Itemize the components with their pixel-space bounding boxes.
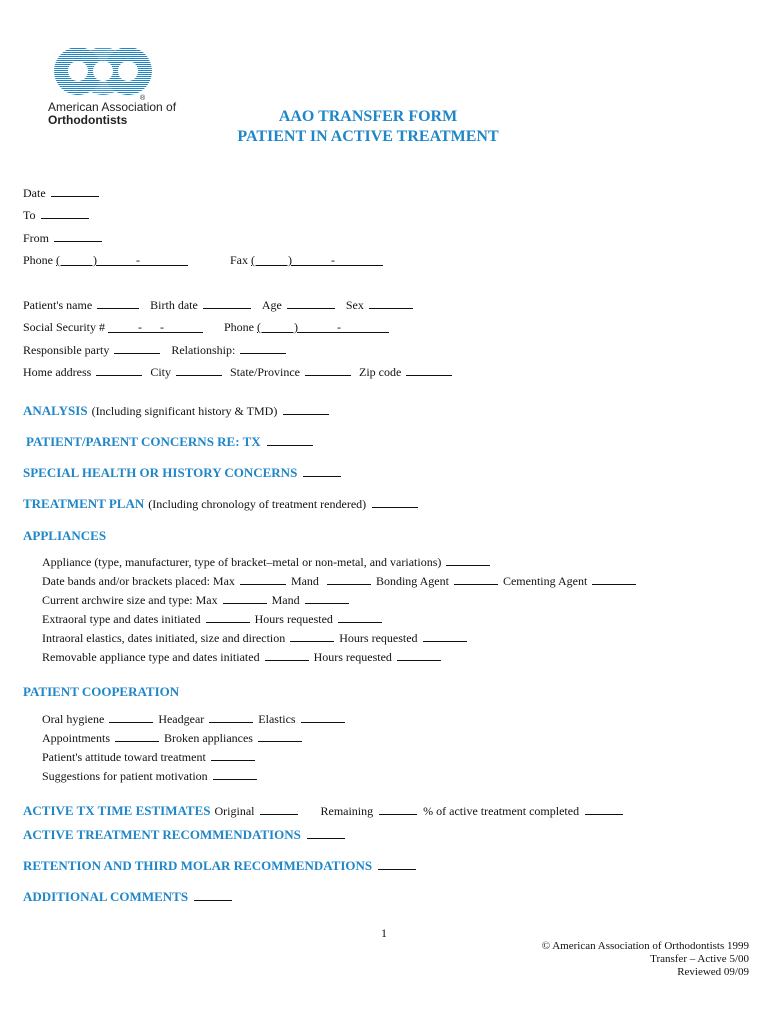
date-blank[interactable] <box>51 186 99 197</box>
appliances-heading: APPLIANCES <box>23 528 107 543</box>
extraoral-blank[interactable] <box>206 612 250 623</box>
from-blank[interactable] <box>54 231 102 242</box>
oral-hygiene-label: Oral hygiene <box>42 712 105 726</box>
concerns-blank[interactable] <box>267 435 313 446</box>
responsible-label: Responsible party <box>23 343 110 357</box>
appliances-section <box>23 527 106 545</box>
patient-name-label: Patient's name <box>23 298 93 312</box>
address-blank[interactable] <box>96 365 142 376</box>
cementing-label: Cementing Agent <box>502 574 588 588</box>
comments-blank[interactable] <box>194 890 232 901</box>
sex-blank[interactable] <box>369 298 413 309</box>
age-label: Age <box>261 298 282 312</box>
logo-line-2: Orthodontists <box>48 113 128 127</box>
removable-blank[interactable] <box>265 650 309 661</box>
ssn-label: Social Security # <box>23 320 105 334</box>
time-section <box>23 802 625 820</box>
page-number: 1 <box>381 926 387 940</box>
hygiene-row <box>42 712 347 726</box>
to-blank[interactable] <box>41 208 89 219</box>
age-blank[interactable] <box>287 298 335 309</box>
attitude-label: Patient's attitude toward treatment <box>42 750 206 764</box>
appointments-label: Appointments <box>42 731 110 745</box>
retention-heading: RETENTION AND THIRD MOLAR RECOMMENDATIONS <box>23 858 373 873</box>
address-label: Home address <box>23 365 92 379</box>
comments-section <box>23 888 234 906</box>
comments-heading: ADDITIONAL COMMENTS <box>23 889 189 904</box>
patient-phone-label: Phone <box>223 320 254 334</box>
from-label: From <box>23 231 50 245</box>
analysis-heading: ANALYSIS <box>23 403 88 418</box>
headgear-blank[interactable] <box>209 712 253 723</box>
registered-mark: ® <box>140 95 146 102</box>
bands-mand-label: Mand <box>290 574 319 588</box>
zip-blank[interactable] <box>406 365 452 376</box>
bands-row <box>42 574 638 588</box>
bands-label: Date bands and/or brackets placed: Max <box>42 574 235 588</box>
date-label: Date <box>23 186 46 200</box>
oral-hygiene-blank[interactable] <box>109 712 153 723</box>
relationship-label: Relationship: <box>171 343 236 357</box>
suggestions-blank[interactable] <box>213 769 257 780</box>
recommendations-heading: ACTIVE TREATMENT RECOMMENDATIONS <box>23 827 301 842</box>
appointments-blank[interactable] <box>115 731 159 742</box>
bands-mand-blank[interactable] <box>327 574 371 585</box>
intraoral-blank[interactable] <box>290 631 334 642</box>
special-section <box>23 464 343 482</box>
responsible-blank[interactable] <box>114 343 160 354</box>
removable-label: Removable appliance type and dates initiated <box>42 650 260 664</box>
intraoral-hours-blank[interactable] <box>423 631 467 642</box>
birth-date-label: Birth date <box>150 298 198 312</box>
elastics-blank[interactable] <box>301 712 345 723</box>
analysis-note: Including significant history & TMD) <box>95 404 278 418</box>
broken-blank[interactable] <box>258 731 302 742</box>
relationship-blank[interactable] <box>240 343 286 354</box>
retention-section <box>23 857 418 875</box>
appliance-type-blank[interactable] <box>446 555 490 566</box>
form-subtitle: PATIENT IN ACTIVE TREATMENT <box>237 128 499 145</box>
archwire-mand-label: Mand <box>271 593 300 607</box>
state-label: State/Province <box>230 365 300 379</box>
plan-note: (Including chronology of treatment rendered) <box>148 497 367 511</box>
patient-name-blank[interactable] <box>97 298 139 309</box>
birth-date-blank[interactable] <box>203 298 251 309</box>
patient-row-4 <box>23 365 454 379</box>
time-heading: ACTIVE TX TIME ESTIMATES <box>23 803 211 818</box>
cooperation-section <box>23 683 179 701</box>
state-blank[interactable] <box>305 365 351 376</box>
removable-row <box>42 650 443 664</box>
sex-label: Sex <box>345 298 364 312</box>
original-label: Original <box>214 804 255 818</box>
extraoral-label: Extraoral type and dates initiated <box>42 612 201 626</box>
fax-field: Fax ( ) - <box>230 253 383 267</box>
archwire-label: Current archwire size and type: Max <box>42 593 218 607</box>
phone-field: Phone ( ) - <box>23 253 188 267</box>
intraoral-row <box>42 631 469 645</box>
broken-label: Broken appliances <box>164 731 253 745</box>
extraoral-hours-label: Hours requested <box>254 612 333 626</box>
reviewed: Reviewed 09/09 <box>677 966 749 978</box>
plan-section <box>23 495 420 513</box>
date-field <box>23 186 101 200</box>
to-label: To <box>23 208 36 222</box>
removable-hours-blank[interactable] <box>397 650 441 661</box>
plan-heading: TREATMENT PLAN <box>23 496 145 511</box>
headgear-label: Headgear <box>158 712 205 726</box>
patient-row-2: Social Security # - - Phone ( ) - <box>23 320 389 334</box>
analysis-section: ANALYSIS (Including significant history & TMD) <box>23 402 331 420</box>
patient-row-1 <box>23 298 415 312</box>
analysis-blank[interactable] <box>283 404 329 415</box>
special-blank[interactable] <box>303 466 341 477</box>
footer <box>542 940 749 979</box>
attitude-row <box>42 750 257 764</box>
cooperation-heading: PATIENT COOPERATION <box>23 684 180 699</box>
retention-blank[interactable] <box>378 859 416 870</box>
to-field <box>23 208 91 222</box>
appliance-type-row <box>42 555 492 569</box>
intraoral-hours-label: Hours requested <box>339 631 418 645</box>
removable-hours-label: Hours requested <box>313 650 392 664</box>
recommendations-section <box>23 826 347 844</box>
completed-label: % of active treatment completed <box>423 804 580 818</box>
concerns-heading: PATIENT/PARENT CONCERNS RE: TX <box>26 434 261 449</box>
archwire-row <box>42 593 351 607</box>
cementing-blank[interactable] <box>592 574 636 585</box>
patient-row-3 <box>23 343 288 357</box>
suggestions-row <box>42 769 259 783</box>
logo-line-1: American Association of <box>48 100 177 114</box>
fax-label: Fax <box>230 253 248 267</box>
archwire-max-blank[interactable] <box>223 593 267 604</box>
original-blank[interactable] <box>260 804 298 815</box>
appliance-type-label: Appliance (type, manufacturer, type of bracket–metal or non-metal, and variations) <box>42 555 442 569</box>
plan-blank[interactable] <box>372 497 418 508</box>
completed-blank[interactable] <box>585 804 623 815</box>
form-title: AAO TRANSFER FORM <box>278 108 458 125</box>
city-label: City <box>150 365 171 379</box>
copyright: © American Association of Orthodontists 1999 <box>541 940 749 952</box>
city-blank[interactable] <box>176 365 222 376</box>
extraoral-hours-blank[interactable] <box>338 612 382 623</box>
suggestions-label: Suggestions for patient motivation <box>42 769 208 783</box>
concerns-section <box>26 433 315 451</box>
archwire-mand-blank[interactable] <box>305 593 349 604</box>
zip-label: Zip code <box>358 365 402 379</box>
bands-max-blank[interactable] <box>240 574 286 585</box>
from-field <box>23 231 104 245</box>
remaining-blank[interactable] <box>379 804 417 815</box>
elastics-label: Elastics <box>258 712 296 726</box>
remaining-label: Remaining <box>320 804 374 818</box>
revision: Transfer – Active 5/00 <box>650 953 749 965</box>
bonding-label: Bonding Agent <box>375 574 449 588</box>
phone-label: Phone <box>23 253 53 267</box>
intraoral-label: Intraoral elastics, dates initiated, size and direction <box>42 631 286 645</box>
attitude-blank[interactable] <box>211 750 255 761</box>
extraoral-row <box>42 612 384 626</box>
recommendations-blank[interactable] <box>307 828 345 839</box>
appointments-row <box>42 731 304 745</box>
bonding-blank[interactable] <box>454 574 498 585</box>
special-heading: SPECIAL HEALTH OR HISTORY CONCERNS <box>23 465 298 480</box>
